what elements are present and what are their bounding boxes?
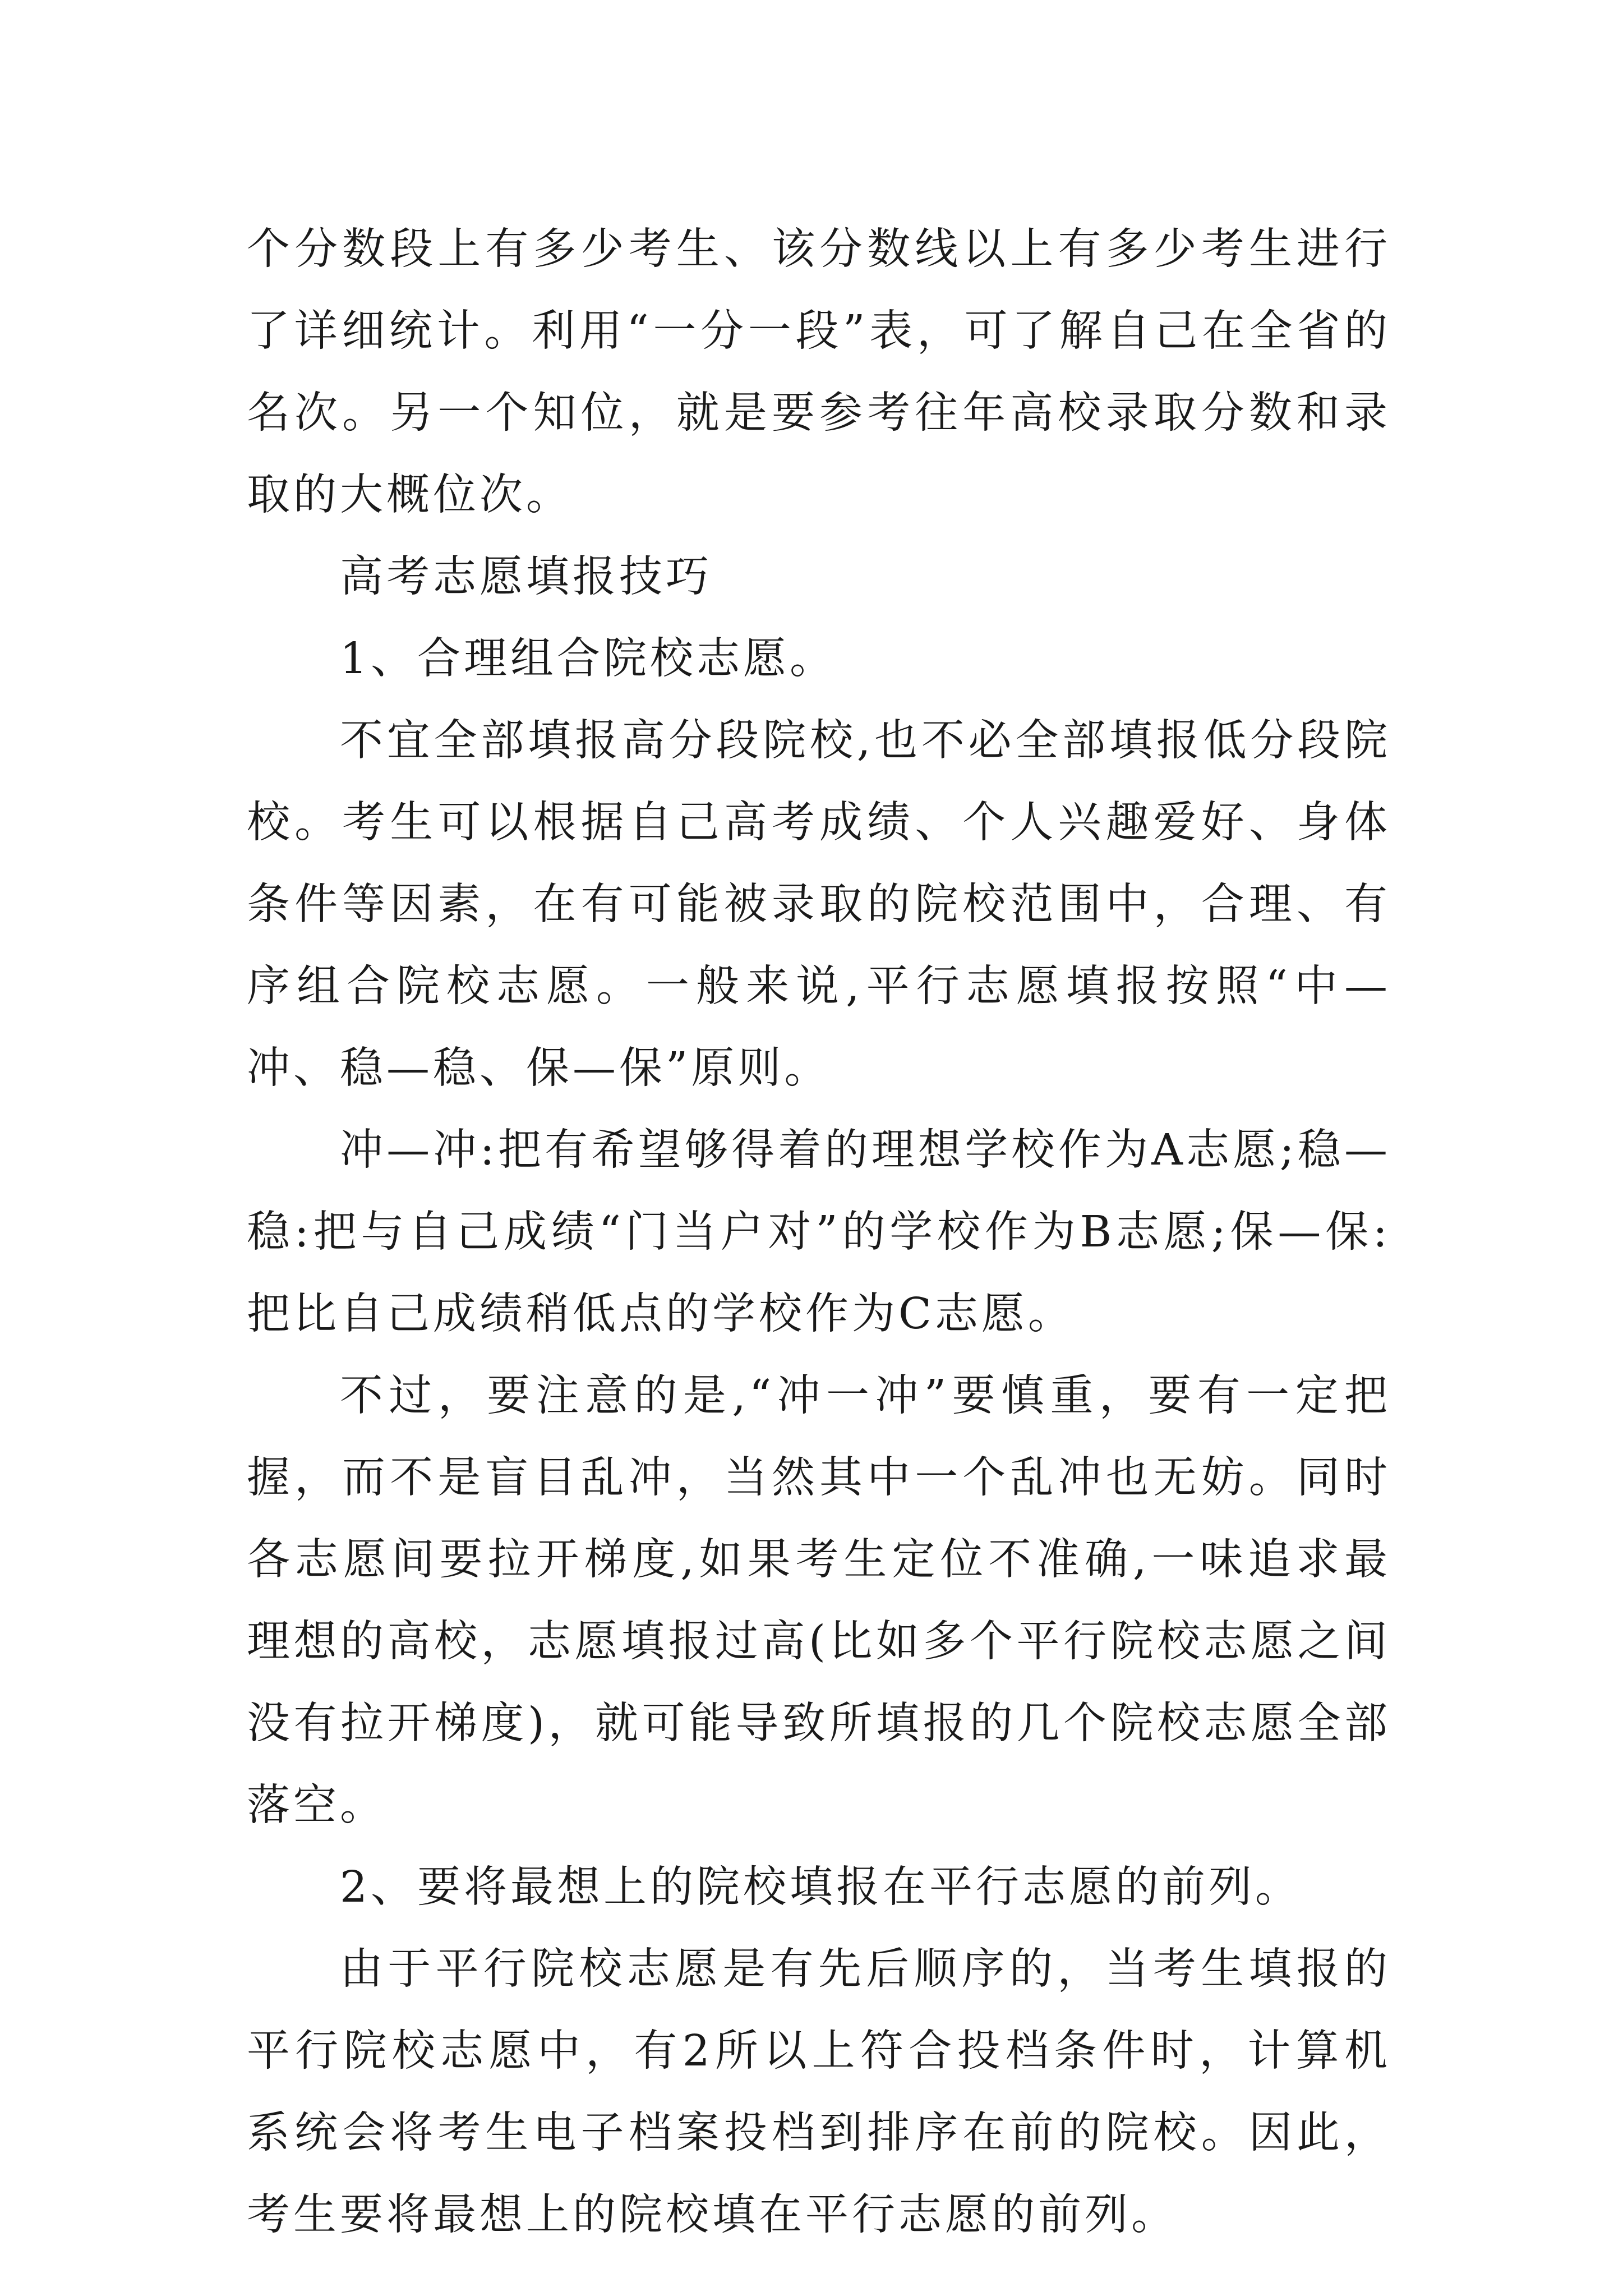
paragraph-abc-choices: 冲—冲:把有希望够得着的理想学校作为A志愿;稳—稳:把与自己成绩“门当户对”的学校作为B志愿;保—保:把比自己成绩稍低点的学校作为C志愿。 [247, 1125, 1391, 1339]
section-heading: 高考志愿填报技巧 [340, 552, 712, 602]
paragraph-combination: 不宜全部填报高分段院校,也不必全部填报低分段院校。考生可以根据自己高考成绩、个人兴趣爱好、身体条件等因素，在有可能被录取的院校范围中，合理、有序组合院校志愿。一般来说,平行志愿填报按照“中—冲、稳—稳、保—保”原则。 [247, 716, 1391, 1093]
paragraph-order: 由于平行院校志愿是有先后顺序的，当考生填报的平行院校志愿中，有2所以上符合投档条件时，计算机系统会将考生电子档案投档到排序在前的院校。因此，考生要将最想上的院校填在平行志愿的前列。 [247, 1944, 1391, 2240]
point-2-heading: 2、要将最想上的院校填报在平行志愿的前列。 [340, 1862, 1302, 1912]
paragraph-continued-statistics: 个分数段上有多少考生、该分数线以上有多少考生进行了详细统计。利用“一分一段”表，可了解自己在全省的名次。另一个知位，就是要参考往年高校录取分数和录取的大概位次。 [247, 224, 1391, 520]
paragraph-caution: 不过，要注意的是,“冲一冲”要慎重，要有一定把握，而不是盲目乱冲，当然其中一个乱冲也无妨。同时各志愿间要拉开梯度,如果考生定位不准确,一味追求最理想的高校，志愿填报过高(比如多个平行院校志愿之间没有拉开梯度)，就可能导致所填报的几个院校志愿全部落空。 [247, 1371, 1391, 1830]
point-1-heading: 1、合理组合院校志愿。 [340, 634, 836, 684]
document-body [247, 209, 1391, 2256]
